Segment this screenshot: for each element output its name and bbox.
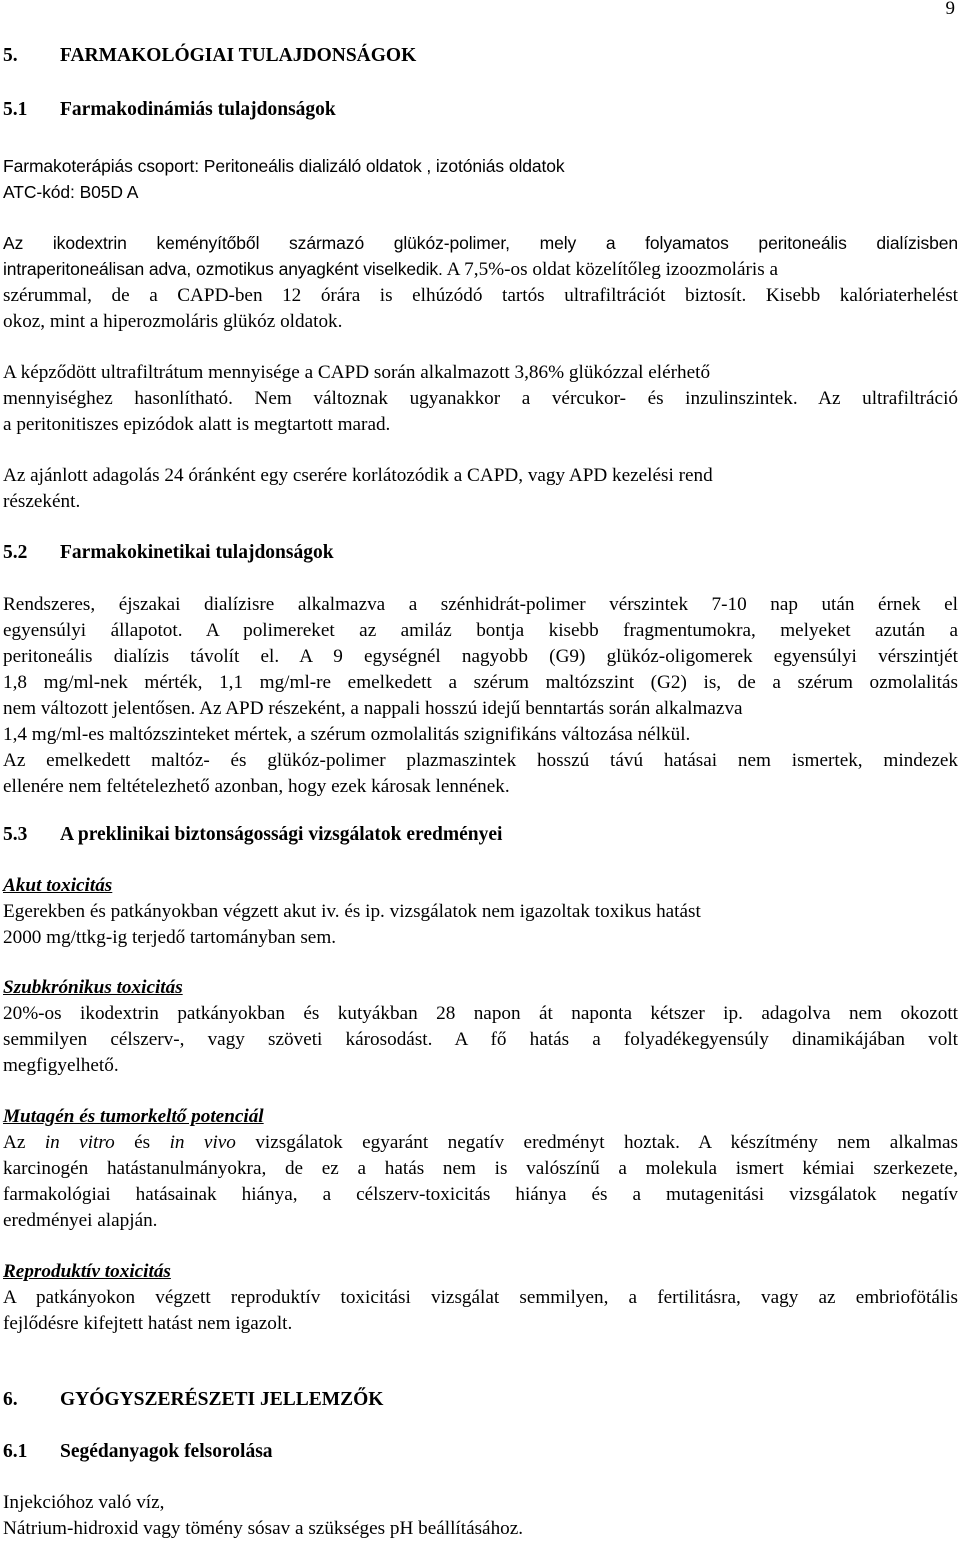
heading-section-6-1 [3, 1439, 273, 1465]
paragraph-pharmacokinetics [3, 592, 958, 800]
text-line: eredményei alapján. [3, 1210, 158, 1231]
text-line: Az ikodextrin keményítőből származó glükóz-polimer, mely a folyamatos peritoneális dialízisben [3, 233, 958, 253]
subheading-subchronic-toxicity: Szubkrónikus toxicitás [3, 977, 183, 998]
text-line: A patkányokon végzett reproduktív toxicitási vizsgálat semmilyen, a fertilitásra, vagy az embriofötális [3, 1287, 958, 1308]
subheading-mutagenic-potential: Mutagén és tumorkeltő potenciál [3, 1106, 264, 1127]
mutagenic-potential [3, 1104, 958, 1234]
text-line: farmakológiai hatásainak hiánya, a célszerv-toxicitás hiánya és a mutagenitási vizsgálatok negatív [3, 1184, 958, 1205]
heading-section-5-3 [3, 822, 502, 848]
reproductive-toxicity [3, 1259, 958, 1337]
italic-term: in vitro [44, 1132, 115, 1153]
text-line: részeként. [3, 491, 81, 512]
text-line: Rendszeres, éjszakai dialízisre alkalmazva a szénhidrát-polimer vérszintek 7-10 nap után érnek el [3, 594, 958, 615]
excipients-list [3, 1490, 958, 1542]
heading-section-5-1 [3, 97, 336, 123]
text-line: semmilyen célszerv-, vagy szöveti károsodást. A fő hatás a folyadékegyensúly dinamikájában volt [3, 1029, 958, 1050]
subheading-reproductive-toxicity: Reproduktív toxicitás [3, 1261, 171, 1282]
list-item: Nátrium-hidroxid vagy tömény sósav a szükséges pH beállításához. [3, 1518, 524, 1539]
heading-title: FARMAKOLÓGIAI TULAJDONSÁGOK [60, 45, 417, 66]
acute-toxicity [3, 873, 958, 951]
page-number: 9 [945, 0, 955, 19]
heading-section-6 [3, 1387, 383, 1413]
text-line: nem változott jelentősen. Az APD részeként, a nappali hosszú idejű benntartás során alkalmazva [3, 698, 743, 719]
text-line: okoz, mint a hiperozmoláris glükóz oldatok. [3, 311, 343, 332]
text-line [3, 1130, 958, 1156]
text-line: Az emelkedett maltóz- és glükóz-polimer plazmaszintek hosszú távú hatásai nem ismertek, mindezek [3, 750, 958, 771]
subchronic-toxicity [3, 975, 958, 1079]
text-line: ellenére nem feltételezhető azonban, hogy ezek károsak lennének. [3, 776, 510, 797]
heading-title: Segédanyagok felsorolása [60, 1441, 273, 1462]
text-line: megfigyelhető. [3, 1055, 119, 1076]
heading-number: 5.1 [3, 99, 28, 120]
heading-section-5-2 [3, 540, 334, 566]
italic-term: in vivo [169, 1132, 236, 1153]
heading-number: 5.2 [3, 542, 28, 563]
text-line: egyensúlyi állapotot. A polimereket az amiláz bontja kisebb fragmentumokra, melyeket azután a [3, 620, 958, 641]
paragraph-dosage [3, 463, 958, 515]
heading-section-5 [3, 43, 416, 69]
text-run: Az [3, 1132, 45, 1153]
heading-title: Farmakokinetikai tulajdonságok [60, 542, 334, 563]
subheading-acute-toxicity: Akut toxicitás [3, 875, 113, 896]
text-line: 20%-os ikodextrin patkányokban és kutyákban 28 napon át naponta kétszer ip. adagolva nem okozott [3, 1003, 958, 1024]
text-line [3, 256, 958, 283]
text-line: mennyiséghez hasonlítható. Nem változnak ugyanakkor a vércukor- és inzulinszintek. Az ultrafiltráció [3, 388, 958, 409]
heading-number: 6.1 [3, 1441, 28, 1462]
text-run: A 7,5%-os oldat közelítőleg izoozmoláris a [446, 259, 779, 280]
heading-number: 5.3 [3, 824, 28, 845]
atc-code-line: ATC-kód: B05D A [3, 182, 139, 202]
heading-number: 5. [3, 45, 18, 66]
text-line: a peritonitiszes epizódok alatt is megtartott marad. [3, 414, 391, 435]
pharmacotherapeutic-group [3, 153, 958, 205]
text-line: 1,4 mg/ml-es maltózszinteket mértek, a szérum ozmolalitás szignifikáns változása nélkül. [3, 724, 691, 745]
text-line: fejlődésre kifejtett hatást nem igazolt. [3, 1313, 293, 1334]
text-line: szérummal, de a CAPD-ben 12 órára is elhúzódó tartós ultrafiltrációt biztosít. Kisebb kalóriaterhelést [3, 285, 958, 306]
text-run: intraperitoneálisan adva, ozmotikus anyagként viselkedik. [3, 259, 443, 279]
text-line: peritoneális dialízis távolít el. A 9 egységnél nagyobb (G9) glükóz-oligomerek egyensúlyi vérszintjét [3, 646, 958, 667]
group-line: Farmakoterápiás csoport: Peritoneális dializáló oldatok , izotóniás oldatok [3, 156, 565, 176]
heading-title: Farmakodinámiás tulajdonságok [60, 99, 336, 120]
text-line: Egerekben és patkányokban végzett akut iv. és ip. vizsgálatok nem igazoltak toxikus hatást [3, 901, 701, 922]
text-line: karcinogén hatástanulmányokra, de ez a hatás nem is valószínű a molekula ismert kémiai szerkezete, [3, 1158, 958, 1179]
text-line: 1,8 mg/ml-nek mérték, 1,1 mg/ml-re emelkedett a szérum maltózszint (G2) is, de a szérum ozmolalitás [3, 672, 958, 693]
text-run: és [114, 1132, 170, 1153]
text-line: 2000 mg/ttkg-ig terjedő tartományban sem. [3, 927, 337, 948]
text-line: Az ajánlott adagolás 24 óránként egy cserére korlátozódik a CAPD, vagy APD kezelési rend [3, 465, 713, 486]
heading-title: GYÓGYSZERÉSZETI JELLEMZŐK [60, 1389, 384, 1410]
heading-title: A preklinikai biztonságossági vizsgálatok eredményei [60, 824, 503, 845]
paragraph-ultrafiltrate [3, 360, 958, 438]
text-line: A képződött ultrafiltrátum mennyisége a CAPD során alkalmazott 3,86% glükózzal elérhető [3, 362, 711, 383]
list-item: Injekcióhoz való víz, [3, 1492, 165, 1513]
paragraph-mechanism [3, 230, 958, 335]
text-run: vizsgálatok egyaránt negatív eredményt hoztak. A készítmény nem alkalmas [235, 1132, 958, 1153]
heading-number: 6. [3, 1389, 18, 1410]
